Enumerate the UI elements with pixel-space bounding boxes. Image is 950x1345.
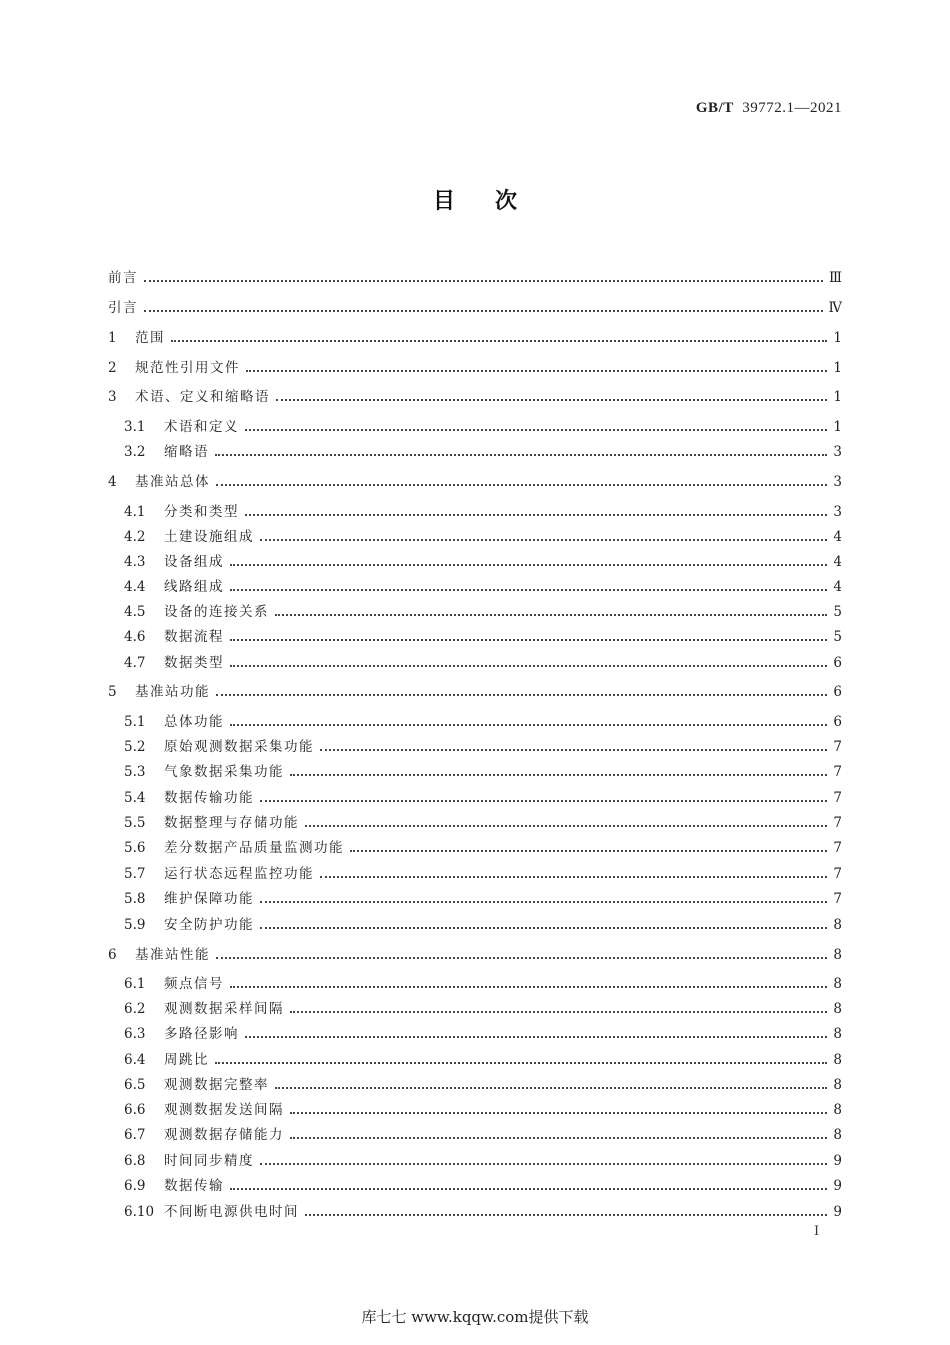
toc-entry[interactable] [108,993,842,1017]
toc-dot-leader [230,639,827,641]
toc-entry-page-number: 6 [833,714,842,730]
toc-entry-page-number: 6 [833,655,842,671]
toc-entry[interactable] [108,731,842,755]
toc-entry-label: 基准站性能 [135,947,210,963]
toc-entry[interactable] [108,756,842,780]
toc-entry-label: 设备的连接关系 [164,604,269,620]
toc-entry-page-number: 3 [833,444,842,460]
toc-entry-page-number: 8 [833,917,842,933]
toc-entry[interactable] [108,647,842,671]
toc-dot-leader [216,484,827,486]
toc-entry[interactable] [108,262,842,286]
toc-dot-leader [260,539,827,541]
toc-entry-page-number: 7 [833,739,842,755]
toc-entry-number: 6.5 [124,1077,146,1093]
toc-entry-page-number: 9 [833,1178,842,1194]
toc-dot-leader [215,454,827,456]
toc-entry-label: 数据整理与存储功能 [164,815,299,831]
toc-entry-number: 4.4 [124,579,146,595]
toc-entry[interactable] [108,596,842,620]
toc-entry[interactable] [108,883,842,907]
toc-entry-page-number: 9 [833,1153,842,1169]
toc-entry-number: 6.4 [124,1052,146,1068]
toc-entry[interactable] [108,436,842,460]
toc-entry-page-number: 4 [833,529,842,545]
toc-entry-number: 4.1 [124,504,146,520]
toc-dot-leader [320,749,827,751]
toc-entry-number: 6.3 [124,1026,146,1042]
toc-entry-page-number: 7 [833,840,842,856]
toc-dot-leader [305,825,827,827]
toc-entry-label: 总体功能 [164,714,224,730]
toc-entry[interactable] [108,1018,842,1042]
toc-entry[interactable] [108,676,842,700]
toc-entry-number: 6.1 [124,976,146,992]
page-folio: I [814,1224,820,1239]
toc-entry[interactable] [108,1170,842,1194]
toc-dot-leader [245,514,827,516]
toc-entry-page-number: 1 [833,330,842,346]
toc-entry-number: 6 [108,947,117,963]
toc-dot-leader [276,399,827,401]
toc-dot-leader [245,429,827,431]
toc-entry-number: 4.3 [124,554,146,570]
toc-entry-number: 3.2 [124,444,146,460]
toc-entry-page-number: 8 [833,976,842,992]
toc-entry-label: 原始观测数据采集功能 [164,739,314,755]
toc-entry-number: 6.8 [124,1153,146,1169]
toc-entry-page-number: 3 [833,474,842,490]
toc-entry-page-number: 5 [833,629,842,645]
toc-entry-label: 差分数据产品质量监测功能 [164,840,344,856]
toc-entry-page-number: 3 [833,504,842,520]
toc-dot-leader [260,901,827,903]
toc-entry-page-number: 7 [833,866,842,882]
toc-dot-leader [230,986,827,988]
toc-entry-number: 4.7 [124,655,146,671]
standard-code-prefix: GB/T [695,100,734,116]
toc-entry-number: 5.4 [124,790,146,806]
toc-entry[interactable] [108,322,842,346]
toc-entry[interactable] [108,292,842,316]
toc-dot-leader [230,665,827,667]
toc-entry-label: 时间同步精度 [164,1153,254,1169]
toc-entry-label: 数据流程 [164,629,224,645]
toc-entry-label: 土建设施组成 [164,529,254,545]
toc-dot-leader [275,1087,827,1089]
toc-entry-number: 5 [108,684,117,700]
toc-entry-label: 不间断电源供电时间 [164,1204,299,1220]
toc-entry-page-number: Ⅲ [828,270,842,286]
toc-entry[interactable] [108,466,842,490]
toc-entry-number: 3.1 [124,419,146,435]
toc-entry-page-number: 8 [833,1102,842,1118]
toc-dot-leader [260,800,827,802]
toc-entry[interactable] [108,1145,842,1169]
toc-entry-number: 5.5 [124,815,146,831]
toc-entry-label: 设备组成 [164,554,224,570]
footer-watermark: 库七七 www.kqqw.com提供下载 [361,1308,589,1326]
toc-entry-page-number: 1 [833,360,842,376]
toc-entry-number: 6.10 [124,1204,155,1220]
toc-entry[interactable] [108,968,842,992]
toc-dot-leader [290,1112,827,1114]
toc-entry-number: 5.2 [124,739,146,755]
toc-entry[interactable] [108,858,842,882]
toc-entry-label: 术语和定义 [164,419,239,435]
toc-dot-leader [144,310,823,312]
toc-entry-label: 数据传输功能 [164,790,254,806]
toc-entry-page-number: 1 [833,419,842,435]
toc-entry-page-number: 1 [833,389,842,405]
toc-dot-leader [230,1188,827,1190]
toc-entry-page-number: 5 [833,604,842,620]
toc-entry-number: 4.5 [124,604,146,620]
standard-code [696,100,842,117]
toc-entry-label: 频点信号 [164,976,224,992]
toc-entry-label: 观测数据完整率 [164,1077,269,1093]
toc-entry[interactable] [108,571,842,595]
toc-entry[interactable] [108,1094,842,1118]
toc-entry-label: 基准站总体 [135,474,210,490]
toc-entry-page-number: 7 [833,891,842,907]
toc-entry-label: 周跳比 [164,1052,209,1068]
toc-dot-leader [144,280,823,282]
toc-entry-page-number: 4 [833,554,842,570]
page-title: 目次 [432,188,557,214]
toc-entry[interactable] [108,832,842,856]
toc-entry[interactable] [108,621,842,645]
toc-entry-page-number: 8 [833,1001,842,1017]
toc-entry-number: 3 [108,389,117,405]
toc-entry[interactable] [108,1044,842,1068]
toc-entry-number: 5.9 [124,917,146,933]
toc-entry-page-number: 6 [833,684,842,700]
toc-dot-leader [215,1062,827,1064]
toc-entry-number: 5.3 [124,764,146,780]
toc-entry-number: 4.6 [124,629,146,645]
toc-entry[interactable] [108,1119,842,1143]
toc-entry[interactable] [108,352,842,376]
toc-entry-label: 分类和类型 [164,504,239,520]
toc-entry-page-number: 7 [833,764,842,780]
toc-entry-number: 2 [108,360,117,376]
toc-entry[interactable] [108,939,842,963]
toc-entry[interactable] [108,706,842,730]
toc-dot-leader [246,370,827,372]
toc-entry[interactable] [108,1196,842,1220]
toc-dot-leader [216,957,827,959]
toc-entry[interactable] [108,521,842,545]
toc-dot-leader [230,564,827,566]
toc-entry-label: 引言 [108,300,138,316]
toc-entry-number: 5.6 [124,840,146,856]
toc-entry-page-number: 8 [833,947,842,963]
toc-entry-label: 观测数据发送间隔 [164,1102,284,1118]
toc-entry[interactable] [108,1069,842,1093]
toc-dot-leader [320,876,827,878]
toc-dot-leader [290,1011,827,1013]
toc-entry-number: 4 [108,474,117,490]
toc-entry-label: 观测数据采样间隔 [164,1001,284,1017]
toc-entry-number: 5.1 [124,714,146,730]
toc-entry-number: 6.9 [124,1178,146,1194]
toc-entry-number: 6.6 [124,1102,146,1118]
toc-entry-page-number: 8 [833,1052,842,1068]
toc-dot-leader [275,614,827,616]
toc-dot-leader [230,589,827,591]
toc-entry-page-number: 7 [833,815,842,831]
toc-entry-label: 运行状态远程监控功能 [164,866,314,882]
toc-entry-page-number: Ⅳ [828,300,842,316]
toc-entry-number: 5.8 [124,891,146,907]
toc-entry[interactable] [108,782,842,806]
standard-code-number: 39772.1—2021 [742,100,842,116]
toc-entry-label: 规范性引用文件 [135,360,240,376]
toc-entry-number: 1 [108,330,117,346]
toc-entry-label: 前言 [108,270,138,286]
toc-entry-number: 4.2 [124,529,146,545]
toc-entry-label: 气象数据采集功能 [164,764,284,780]
toc-entry-label: 数据传输 [164,1178,224,1194]
toc-entry-page-number: 8 [833,1026,842,1042]
toc-entry-label: 安全防护功能 [164,917,254,933]
toc-entry[interactable] [108,411,842,435]
toc-entry-label: 数据类型 [164,655,224,671]
toc-entry-label: 观测数据存储能力 [164,1127,284,1143]
toc-dot-leader [245,1036,827,1038]
toc-entry[interactable] [108,496,842,520]
toc-entry-number: 5.7 [124,866,146,882]
toc-entry-label: 范围 [135,330,165,346]
toc-entry-page-number: 7 [833,790,842,806]
toc-entry[interactable] [108,807,842,831]
toc-entry-page-number: 4 [833,579,842,595]
toc-dot-leader [290,1137,827,1139]
toc-dot-leader [305,1214,827,1216]
toc-dot-leader [171,340,827,342]
toc-entry-page-number: 8 [833,1127,842,1143]
toc-dot-leader [350,850,827,852]
toc-dot-leader [260,927,827,929]
toc-entry-label: 基准站功能 [135,684,210,700]
toc-dot-leader [230,724,827,726]
toc-entry-label: 术语、定义和缩略语 [135,389,270,405]
toc-entry-label: 维护保障功能 [164,891,254,907]
toc-entry[interactable] [108,546,842,570]
toc-entry-page-number: 8 [833,1077,842,1093]
toc-entry-label: 线路组成 [164,579,224,595]
toc-entry[interactable] [108,381,842,405]
toc-entry-label: 多路径影响 [164,1026,239,1042]
toc-entry-number: 6.2 [124,1001,146,1017]
toc-dot-leader [290,774,827,776]
toc-dot-leader [260,1163,827,1165]
toc-entry[interactable] [108,909,842,933]
toc-entry-number: 6.7 [124,1127,146,1143]
toc-entry-page-number: 9 [833,1204,842,1220]
toc-entry-label: 缩略语 [164,444,209,460]
toc-dot-leader [216,694,827,696]
